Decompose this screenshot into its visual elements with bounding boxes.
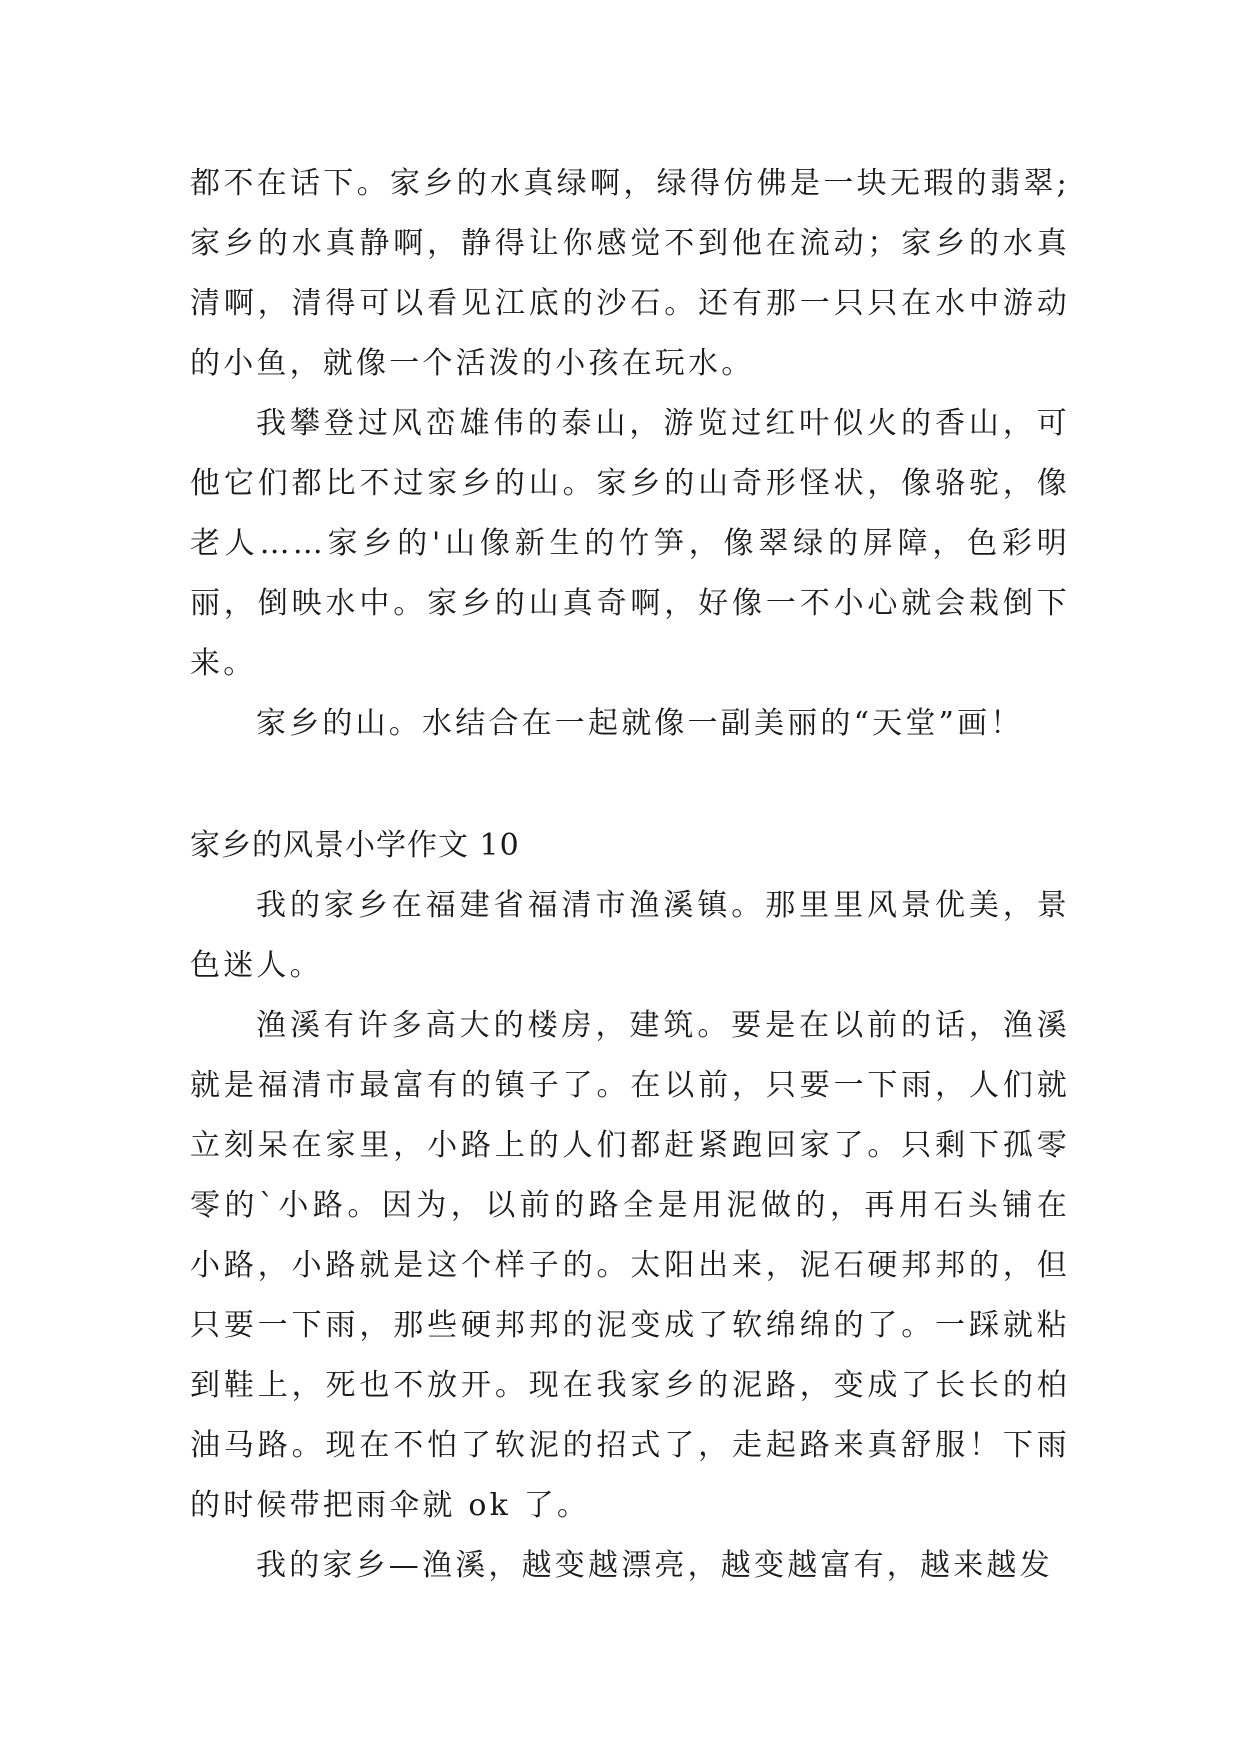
document-page [190,154,1070,1596]
paragraph-heaven-painting: 家乡的山。水结合在一起就像一副美丽的“天堂”画！ [256,706,1024,741]
paragraph-yuxi-roads: 渔溪有许多高大的楼房，建筑。要是在以前的话，渔溪就是福清市最富有的镇子了。在以前，只要一下雨，人们就立刻呆在家里，小路上的人们都赶紧跑回家了。只剩下孤零零的`小路。因为，以前的路全是用泥做的，再用石头铺在小路，小路就是这个样子的。太阳出来，泥石硬邦邦的，但只要一下雨，那些硬邦邦的泥变成了软绵绵的了。一踩就粘到鞋上，死也不放开。现在我家乡的泥路，变成了长长的柏油马路。现在不怕了软泥的招式了，走起路来真舒服！下雨的时候带把雨伞就 ok 了。 [190,1008,1070,1523]
essay-heading: 家乡的风景小学作文 10 [190,828,520,863]
paragraph-yuxi-closing: 我的家乡—渔溪，越变越漂亮，越变越富有，越来越发 [256,1548,1053,1583]
paragraph-water: 都不在话下。家乡的水真绿啊，绿得仿佛是一块无瑕的翡翠;家乡的水真静啊，静得让你感觉不到他在流动；家乡的水真清啊，清得可以看见江底的沙石。还有那一只只在水中游动的小鱼，就像一个活泼的小孩在玩水。 [190,166,1070,381]
paragraph-mountains: 我攀登过风峦雄伟的泰山，游览过红叶似火的香山，可他它们都比不过家乡的山。家乡的山奇形怪状，像骆驼，像老人……家乡的'山像新生的竹笋，像翠绿的屏障，色彩明丽，倒映水中。家乡的山真奇啊，好像一不小心就会栽倒下来。 [190,406,1070,681]
section-gap [190,754,1070,816]
paragraph-hometown-intro: 我的家乡在福建省福清市渔溪镇。那里里风景优美，景色迷人。 [190,888,1070,983]
